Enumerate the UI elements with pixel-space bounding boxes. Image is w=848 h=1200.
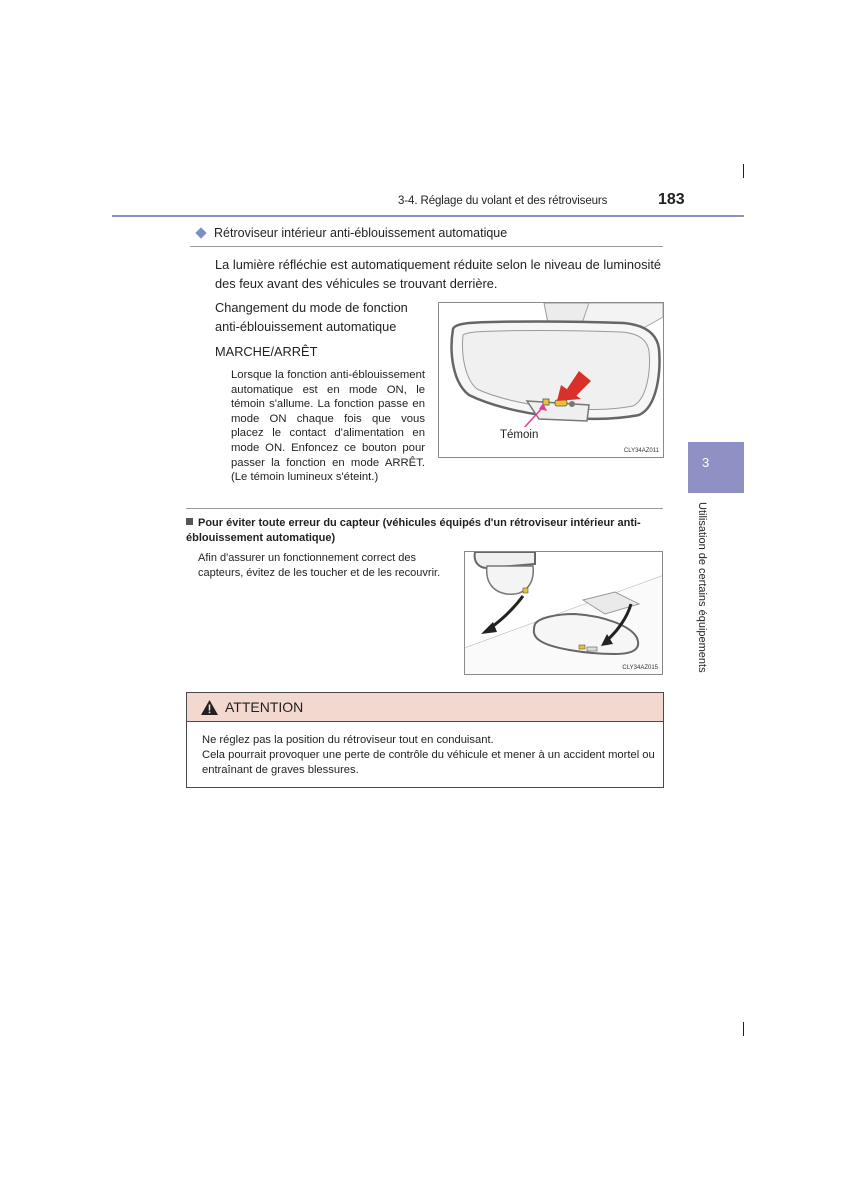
warning-body [202,733,655,778]
warning-title: ATTENTION [225,699,304,715]
note-body: Afin d'assurer un fonctionnement correct des capteurs, évitez de les toucher et de les recouvrir. [198,552,441,579]
warning-line-1: Ne réglez pas la position du rétroviseur tout en conduisant. [202,734,494,746]
note-heading [186,516,664,546]
warning-line-2: Cela pourrait provoquer une perte de contrôle du véhicule et mener à un accident mortel ou entraînant de graves blessures. [202,749,655,776]
page-number: 183 [658,191,685,208]
header-rule [112,215,744,217]
section-title-text: Rétroviseur intérieur anti-éblouissement automatique [214,226,508,240]
mode-label: MARCHE/ARRÊT [215,344,318,359]
figure2-code: CLY34AZ015 [622,665,658,671]
indicator-callout: Témoin [500,429,539,441]
sensor-figure [464,551,663,675]
chapter-number: 3 [702,455,710,470]
warning-header [187,693,663,722]
mirror-figure [438,302,664,458]
figure1-code: CLY34AZ011 [623,448,659,454]
mode-change-heading-2: anti-éblouissement automatique [215,319,397,334]
warning-triangle-icon [201,700,218,715]
note-heading-text: Pour éviter toute erreur du capteur (véhicules équipés d'un rétroviseur intérieur anti-éblouissement automatique) [186,517,641,544]
intro-paragraph: La lumière réfléchie est automatiquement réduite selon le niveau de luminosité des feux avant des véhicules se trouvant derrière. [215,257,661,291]
square-bullet-icon [186,518,193,525]
chapter-title-vertical [690,502,712,682]
running-header: 3-4. Réglage du volant et des rétroviseurs [398,195,608,207]
crop-mark-top [743,164,744,178]
crop-mark-bottom [743,1022,744,1036]
mirror-illustration [439,303,663,457]
section-title [197,226,507,240]
diamond-bullet-icon [195,227,206,238]
separator-rule [186,508,663,509]
chapter-tab [688,442,744,493]
warning-box [186,692,664,788]
mode-change-heading-1: Changement du mode de fonction [215,300,408,315]
chapter-title-text: Utilisation de certains équipements [696,502,708,673]
section-rule [190,246,663,247]
sensor-illustration [465,552,662,674]
mode-description: Lorsque la fonction anti-éblouissement automatique est en mode ON, le témoin s'allume. La fonction passe en mode ON chaque fois que vous placez le contact d'alimentation en mode ON. Enfoncez ce bouton pour passer la fonction en mode ARRÊT. (Le témoin lumineux s'éteint.) [231,369,425,484]
